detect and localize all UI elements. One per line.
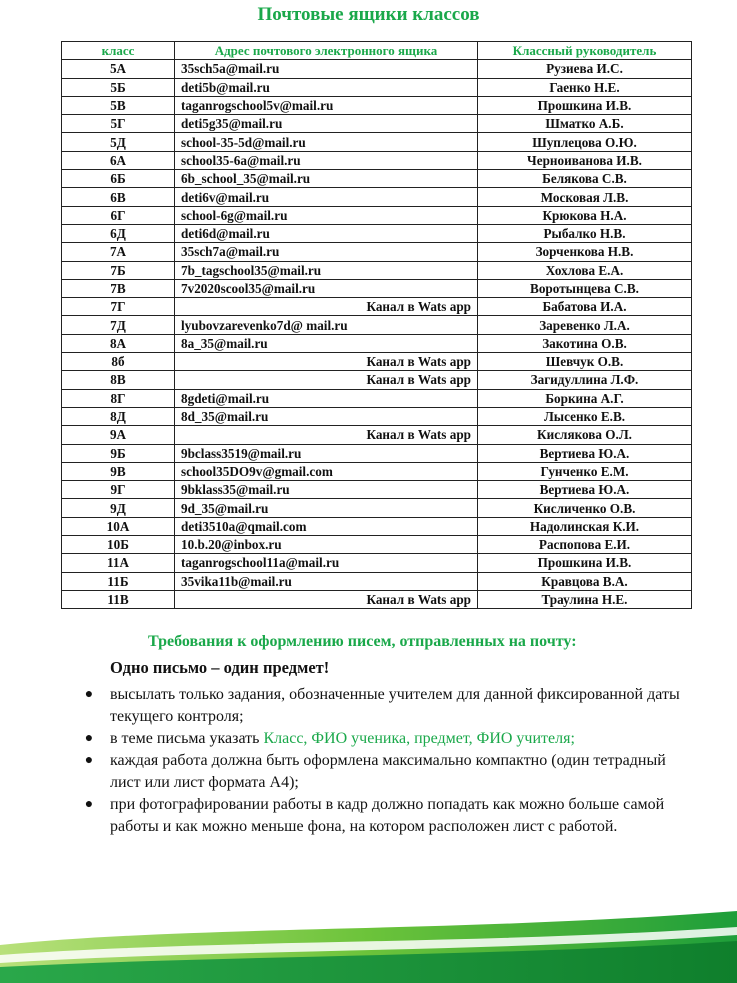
rule-highlight: Класс, ФИО ученика, предмет, ФИО учителя; xyxy=(263,730,575,747)
email-cell[interactable]: deti3510a@qmail.com xyxy=(175,517,478,535)
class-cell: 7А xyxy=(62,243,175,261)
class-cell: 8Г xyxy=(62,389,175,407)
table-row xyxy=(62,133,692,151)
email-cell[interactable]: deti5g35@mail.ru xyxy=(175,115,478,133)
class-cell: 9Д xyxy=(62,499,175,517)
table-row xyxy=(62,334,692,352)
teacher-cell: Распопова Е.И. xyxy=(478,536,692,554)
class-cell: 7Б xyxy=(62,261,175,279)
class-cell: 9Б xyxy=(62,444,175,462)
table-row xyxy=(62,572,692,590)
table-row xyxy=(62,590,692,608)
email-cell[interactable]: 10.b.20@inbox.ru xyxy=(175,536,478,554)
email-cell[interactable]: 35vika11b@mail.ru xyxy=(175,572,478,590)
rule-text: в теме письма указать xyxy=(110,730,264,747)
channel-cell: Канал в Wats app xyxy=(175,426,478,444)
teacher-cell: Заревенко Л.А. xyxy=(478,316,692,334)
teacher-cell: Надолинская К.И. xyxy=(478,517,692,535)
bullet-icon: ● xyxy=(84,687,94,702)
header-email: Адрес почтового электронного ящика xyxy=(175,42,478,60)
email-cell[interactable]: 35sch7a@mail.ru xyxy=(175,243,478,261)
teacher-cell: Московая Л.В. xyxy=(478,188,692,206)
email-cell[interactable]: deti5b@mail.ru xyxy=(175,78,478,96)
email-cell[interactable]: 7v2020scool35@mail.ru xyxy=(175,279,478,297)
teacher-cell: Черноиванова И.В. xyxy=(478,151,692,169)
table-row xyxy=(62,115,692,133)
channel-cell: Канал в Wats app xyxy=(175,590,478,608)
class-cell: 8Д xyxy=(62,407,175,425)
class-cell: 5Г xyxy=(62,115,175,133)
channel-cell: Канал в Wats app xyxy=(175,371,478,389)
class-cell: 6В xyxy=(62,188,175,206)
bullet-icon: ● xyxy=(84,753,94,768)
teacher-cell: Бабатова И.А. xyxy=(478,298,692,316)
mailboxes-table xyxy=(61,41,692,609)
teacher-cell: Вертиева Ю.А. xyxy=(478,481,692,499)
teacher-cell: Крюкова Н.А. xyxy=(478,206,692,224)
email-cell[interactable]: 8gdeti@mail.ru xyxy=(175,389,478,407)
table-row xyxy=(62,60,692,78)
class-cell: 5Б xyxy=(62,78,175,96)
email-cell[interactable]: school-35-5d@mail.ru xyxy=(175,133,478,151)
table-row xyxy=(62,407,692,425)
teacher-cell: Закотина О.В. xyxy=(478,334,692,352)
teacher-cell: Шматко А.Б. xyxy=(478,115,692,133)
table-row xyxy=(62,499,692,517)
class-cell: 6А xyxy=(62,151,175,169)
teacher-cell: Боркина А.Г. xyxy=(478,389,692,407)
email-cell[interactable]: 8d_35@mail.ru xyxy=(175,407,478,425)
class-cell: 11В xyxy=(62,590,175,608)
header-class: класс xyxy=(62,42,175,60)
table-row xyxy=(62,353,692,371)
email-cell[interactable]: 6b_school_35@mail.ru xyxy=(175,170,478,188)
page-title: Почтовые ящики классов xyxy=(257,4,480,25)
teacher-cell: Траулина Н.Е. xyxy=(478,590,692,608)
teacher-cell: Зорченкова Н.В. xyxy=(478,243,692,261)
table-row xyxy=(62,298,692,316)
class-cell: 11А xyxy=(62,554,175,572)
class-cell: 9А xyxy=(62,426,175,444)
teacher-cell: Кравцова В.А. xyxy=(478,572,692,590)
email-cell[interactable]: 8a_35@mail.ru xyxy=(175,334,478,352)
class-cell: 9Г xyxy=(62,481,175,499)
class-cell: 6Д xyxy=(62,224,175,242)
teacher-cell: Вертиева Ю.А. xyxy=(478,444,692,462)
class-cell: 6Г xyxy=(62,206,175,224)
teacher-cell: Кисличенко О.В. xyxy=(478,499,692,517)
list-item xyxy=(84,684,684,728)
table-row xyxy=(62,481,692,499)
table-row xyxy=(62,243,692,261)
teacher-cell: Белякова С.В. xyxy=(478,170,692,188)
email-cell[interactable]: lyubovzarevenko7d@ mail.ru xyxy=(175,316,478,334)
bullet-icon: ● xyxy=(84,731,94,746)
teacher-cell: Гунченко Е.М. xyxy=(478,462,692,480)
table-row xyxy=(62,261,692,279)
requirements-title: Требования к оформлению писем, отправленных на почту: xyxy=(148,633,577,650)
email-cell[interactable]: school35-6a@mail.ru xyxy=(175,151,478,169)
requirements-subtitle: Одно письмо – один предмет! xyxy=(110,658,330,677)
email-cell[interactable]: 9bklass35@mail.ru xyxy=(175,481,478,499)
class-cell: 8В xyxy=(62,371,175,389)
channel-cell: Канал в Wats app xyxy=(175,353,478,371)
class-cell: 5Д xyxy=(62,133,175,151)
class-cell: 10Б xyxy=(62,536,175,554)
teacher-cell: Шевчук О.В. xyxy=(478,353,692,371)
teacher-cell: Загидуллина Л.Ф. xyxy=(478,371,692,389)
class-cell: 9В xyxy=(62,462,175,480)
teacher-cell: Прошкина И.В. xyxy=(478,554,692,572)
class-cell: 10А xyxy=(62,517,175,535)
email-cell[interactable]: deti6d@mail.ru xyxy=(175,224,478,242)
list-item xyxy=(84,794,684,838)
table-row xyxy=(62,426,692,444)
email-cell[interactable]: 9bclass3519@mail.ru xyxy=(175,444,478,462)
class-cell: 7Д xyxy=(62,316,175,334)
teacher-cell: Воротынцева С.В. xyxy=(478,279,692,297)
rule-text: каждая работа должна быть оформлена максимально компактно (один тетрадный лист или лист формата А4); xyxy=(110,752,666,791)
list-item xyxy=(84,750,684,794)
requirements-list xyxy=(84,684,684,838)
class-cell: 6Б xyxy=(62,170,175,188)
class-cell: 8б xyxy=(62,353,175,371)
channel-cell: Канал в Wats app xyxy=(175,298,478,316)
teacher-cell: Шуплецова О.Ю. xyxy=(478,133,692,151)
rule-text: при фотографировании работы в кадр должно попадать как можно больше самой работы и как можно меньше фона, на котором расположен лист с работой. xyxy=(110,796,665,835)
table-row xyxy=(62,170,692,188)
table-body xyxy=(62,60,692,609)
table-row xyxy=(62,78,692,96)
list-item xyxy=(84,728,684,750)
table-header-row xyxy=(62,42,692,60)
email-cell[interactable]: 9d_35@mail.ru xyxy=(175,499,478,517)
class-cell: 8А xyxy=(62,334,175,352)
table-row xyxy=(62,96,692,114)
email-cell[interactable]: school35DO9v@gmail.com xyxy=(175,462,478,480)
bullet-icon: ● xyxy=(84,797,94,812)
table-row xyxy=(62,206,692,224)
teacher-cell: Кислякова О.Л. xyxy=(478,426,692,444)
class-cell: 5А xyxy=(62,60,175,78)
teacher-cell: Рыбалко Н.В. xyxy=(478,224,692,242)
teacher-cell: Прошкина И.В. xyxy=(478,96,692,114)
email-cell[interactable]: 35sch5a@mail.ru xyxy=(175,60,478,78)
email-cell[interactable]: 7b_tagschool35@mail.ru xyxy=(175,261,478,279)
table-row xyxy=(62,444,692,462)
class-cell: 5В xyxy=(62,96,175,114)
email-cell[interactable]: taganrogschool11a@mail.ru xyxy=(175,554,478,572)
table-row xyxy=(62,517,692,535)
table-row xyxy=(62,279,692,297)
class-cell: 7В xyxy=(62,279,175,297)
table-row xyxy=(62,389,692,407)
table-row xyxy=(62,224,692,242)
class-cell: 7Г xyxy=(62,298,175,316)
table-row xyxy=(62,371,692,389)
teacher-cell: Гаенко Н.Е. xyxy=(478,78,692,96)
table-row xyxy=(62,151,692,169)
table-row xyxy=(62,536,692,554)
table-row xyxy=(62,554,692,572)
email-cell[interactable]: taganrogschool5v@mail.ru xyxy=(175,96,478,114)
header-teacher: Классный руководитель xyxy=(478,42,692,60)
teacher-cell: Хохлова Е.А. xyxy=(478,261,692,279)
table-row xyxy=(62,316,692,334)
teacher-cell: Рузиева И.С. xyxy=(478,60,692,78)
email-cell[interactable]: school-6g@mail.ru xyxy=(175,206,478,224)
email-cell[interactable]: deti6v@mail.ru xyxy=(175,188,478,206)
footer-wave-decoration xyxy=(0,905,737,983)
table-row xyxy=(62,188,692,206)
teacher-cell: Лысенко Е.В. xyxy=(478,407,692,425)
table-row xyxy=(62,462,692,480)
rule-text: высылать только задания, обозначенные учителем для данной фиксированной даты текущего контроля; xyxy=(110,686,680,725)
class-cell: 11Б xyxy=(62,572,175,590)
